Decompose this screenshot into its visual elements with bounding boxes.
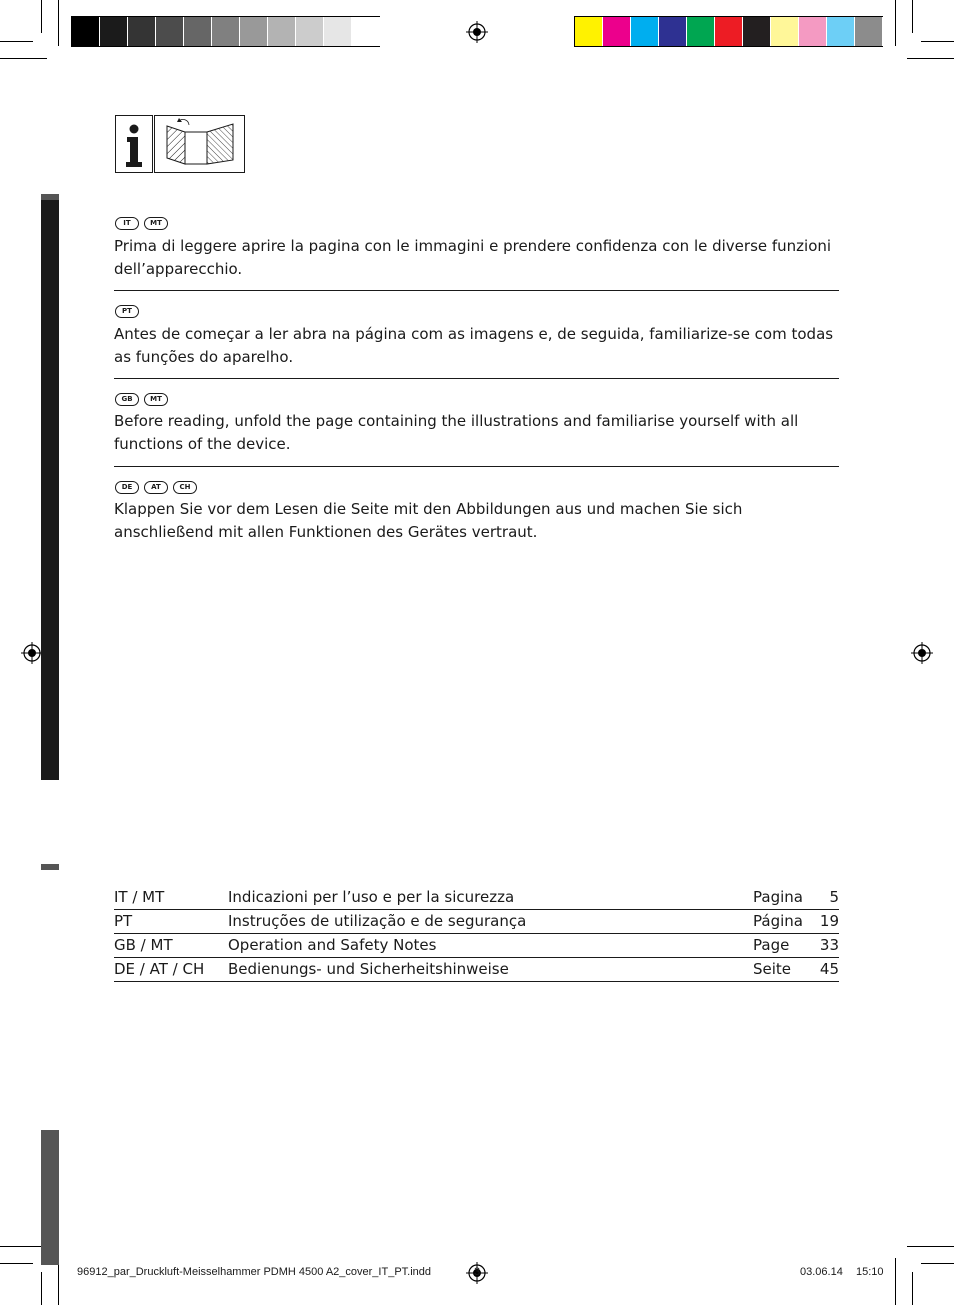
- section-badges-pt: [115, 305, 139, 318]
- footer-filename: 96912_par_Druckluft-Meisselhammer PDMH 4500 A2_cover_IT_PT.indd: [77, 1266, 432, 1278]
- section-text-pt: Antes de começar a ler abra na página com as imagens e, de seguida, familiarize-se com todas as funções do aparelho.: [114, 325, 834, 366]
- section-text-it-mt: Prima di leggere aprire la pagina con le immagini e prendere confidenza con le diverse funzioni dell’apparecchio.: [114, 237, 832, 278]
- section-divider: [114, 290, 839, 291]
- color-swatch: [324, 17, 352, 46]
- footer-date: 03.06.14: [800, 1266, 843, 1278]
- registration-mark-top: [466, 21, 488, 43]
- color-swatch: [296, 17, 324, 46]
- color-swatch: [659, 17, 687, 46]
- sidebar-bar-bottom: [41, 1130, 59, 1265]
- registration-mark-left: [21, 642, 43, 664]
- section-text-de-at-ch: Klappen Sie vor dem Lesen die Seite mit den Abbildungen aus und machen Sie sich anschließend mit allen Funktionen des Gerätes vertraut.: [114, 500, 743, 541]
- language-badge-gb: GB: [115, 393, 139, 406]
- color-swatch: [128, 17, 156, 46]
- sidebar-bar-mark: [41, 864, 59, 870]
- toc-title: Instruções de utilização e de segurança: [228, 912, 527, 930]
- toc-title: Indicazioni per l’uso e per la sicurezza: [228, 888, 515, 906]
- color-swatch: [100, 17, 128, 46]
- language-badge-de: DE: [115, 481, 139, 494]
- section-badges-gb-mt: [115, 393, 168, 406]
- color-swatch: [212, 17, 240, 46]
- language-badge-mt: MT: [144, 217, 168, 230]
- toc-language: GB / MT: [114, 936, 173, 954]
- language-badge-at: AT: [144, 481, 168, 494]
- color-swatch: [352, 17, 380, 46]
- toc-row-pt[interactable]: [114, 910, 839, 934]
- toc-page-word: Pagina: [753, 888, 803, 906]
- sidebar-bar-main: [41, 200, 59, 780]
- section-divider: [114, 466, 839, 467]
- toc-title: Operation and Safety Notes: [228, 936, 437, 954]
- color-swatch: [743, 17, 771, 46]
- color-swatch: [827, 17, 855, 46]
- language-badge-it: IT: [115, 217, 139, 230]
- language-badge-pt: PT: [115, 305, 139, 318]
- color-swatch: [687, 17, 715, 46]
- footer-time: 15:10: [856, 1266, 884, 1278]
- toc-page-word: Página: [753, 912, 803, 930]
- toc-divider: [114, 981, 839, 982]
- toc-page-number: 5: [829, 888, 839, 906]
- language-badge-ch: CH: [173, 481, 197, 494]
- info-icon: [115, 115, 153, 173]
- color-swatch: [72, 17, 100, 46]
- toc-row-gb-mt[interactable]: [114, 934, 839, 958]
- color-swatch: [156, 17, 184, 46]
- color-swatch: [799, 17, 827, 46]
- toc-page-number: 33: [819, 936, 839, 954]
- toc-language: IT / MT: [114, 888, 165, 906]
- unfold-page-icon: [154, 115, 245, 173]
- toc-language: DE / AT / CH: [114, 960, 205, 978]
- toc-page-number: 19: [819, 912, 839, 930]
- color-swatch: [855, 17, 883, 46]
- section-divider: [114, 378, 839, 379]
- color-swatch: [240, 17, 268, 46]
- toc-title: Bedienungs- und Sicherheitshinweise: [228, 960, 509, 978]
- toc-row-it-mt[interactable]: [114, 886, 839, 910]
- toc-language: PT: [114, 912, 133, 930]
- language-badge-mt: MT: [144, 393, 168, 406]
- color-swatch: [184, 17, 212, 46]
- toc-page-word: Page: [753, 936, 790, 954]
- color-swatch: [715, 17, 743, 46]
- toc-page-number: 45: [819, 960, 839, 978]
- toc-page-word: Seite: [753, 960, 792, 978]
- color-swatch: [631, 17, 659, 46]
- registration-mark-right: [911, 642, 933, 664]
- color-swatch: [268, 17, 296, 46]
- section-text-gb-mt: Before reading, unfold the page containing the illustrations and familiarise yourself with all functions of the device.: [114, 412, 799, 453]
- color-swatch: [771, 17, 799, 46]
- color-swatch: [603, 17, 631, 46]
- color-swatch: [575, 17, 603, 46]
- footer-page-number: 3: [474, 1266, 481, 1278]
- toc-row-de-at-ch[interactable]: [114, 958, 839, 982]
- section-badges-de-at-ch: [115, 481, 197, 494]
- section-badges-it-mt: [115, 217, 168, 230]
